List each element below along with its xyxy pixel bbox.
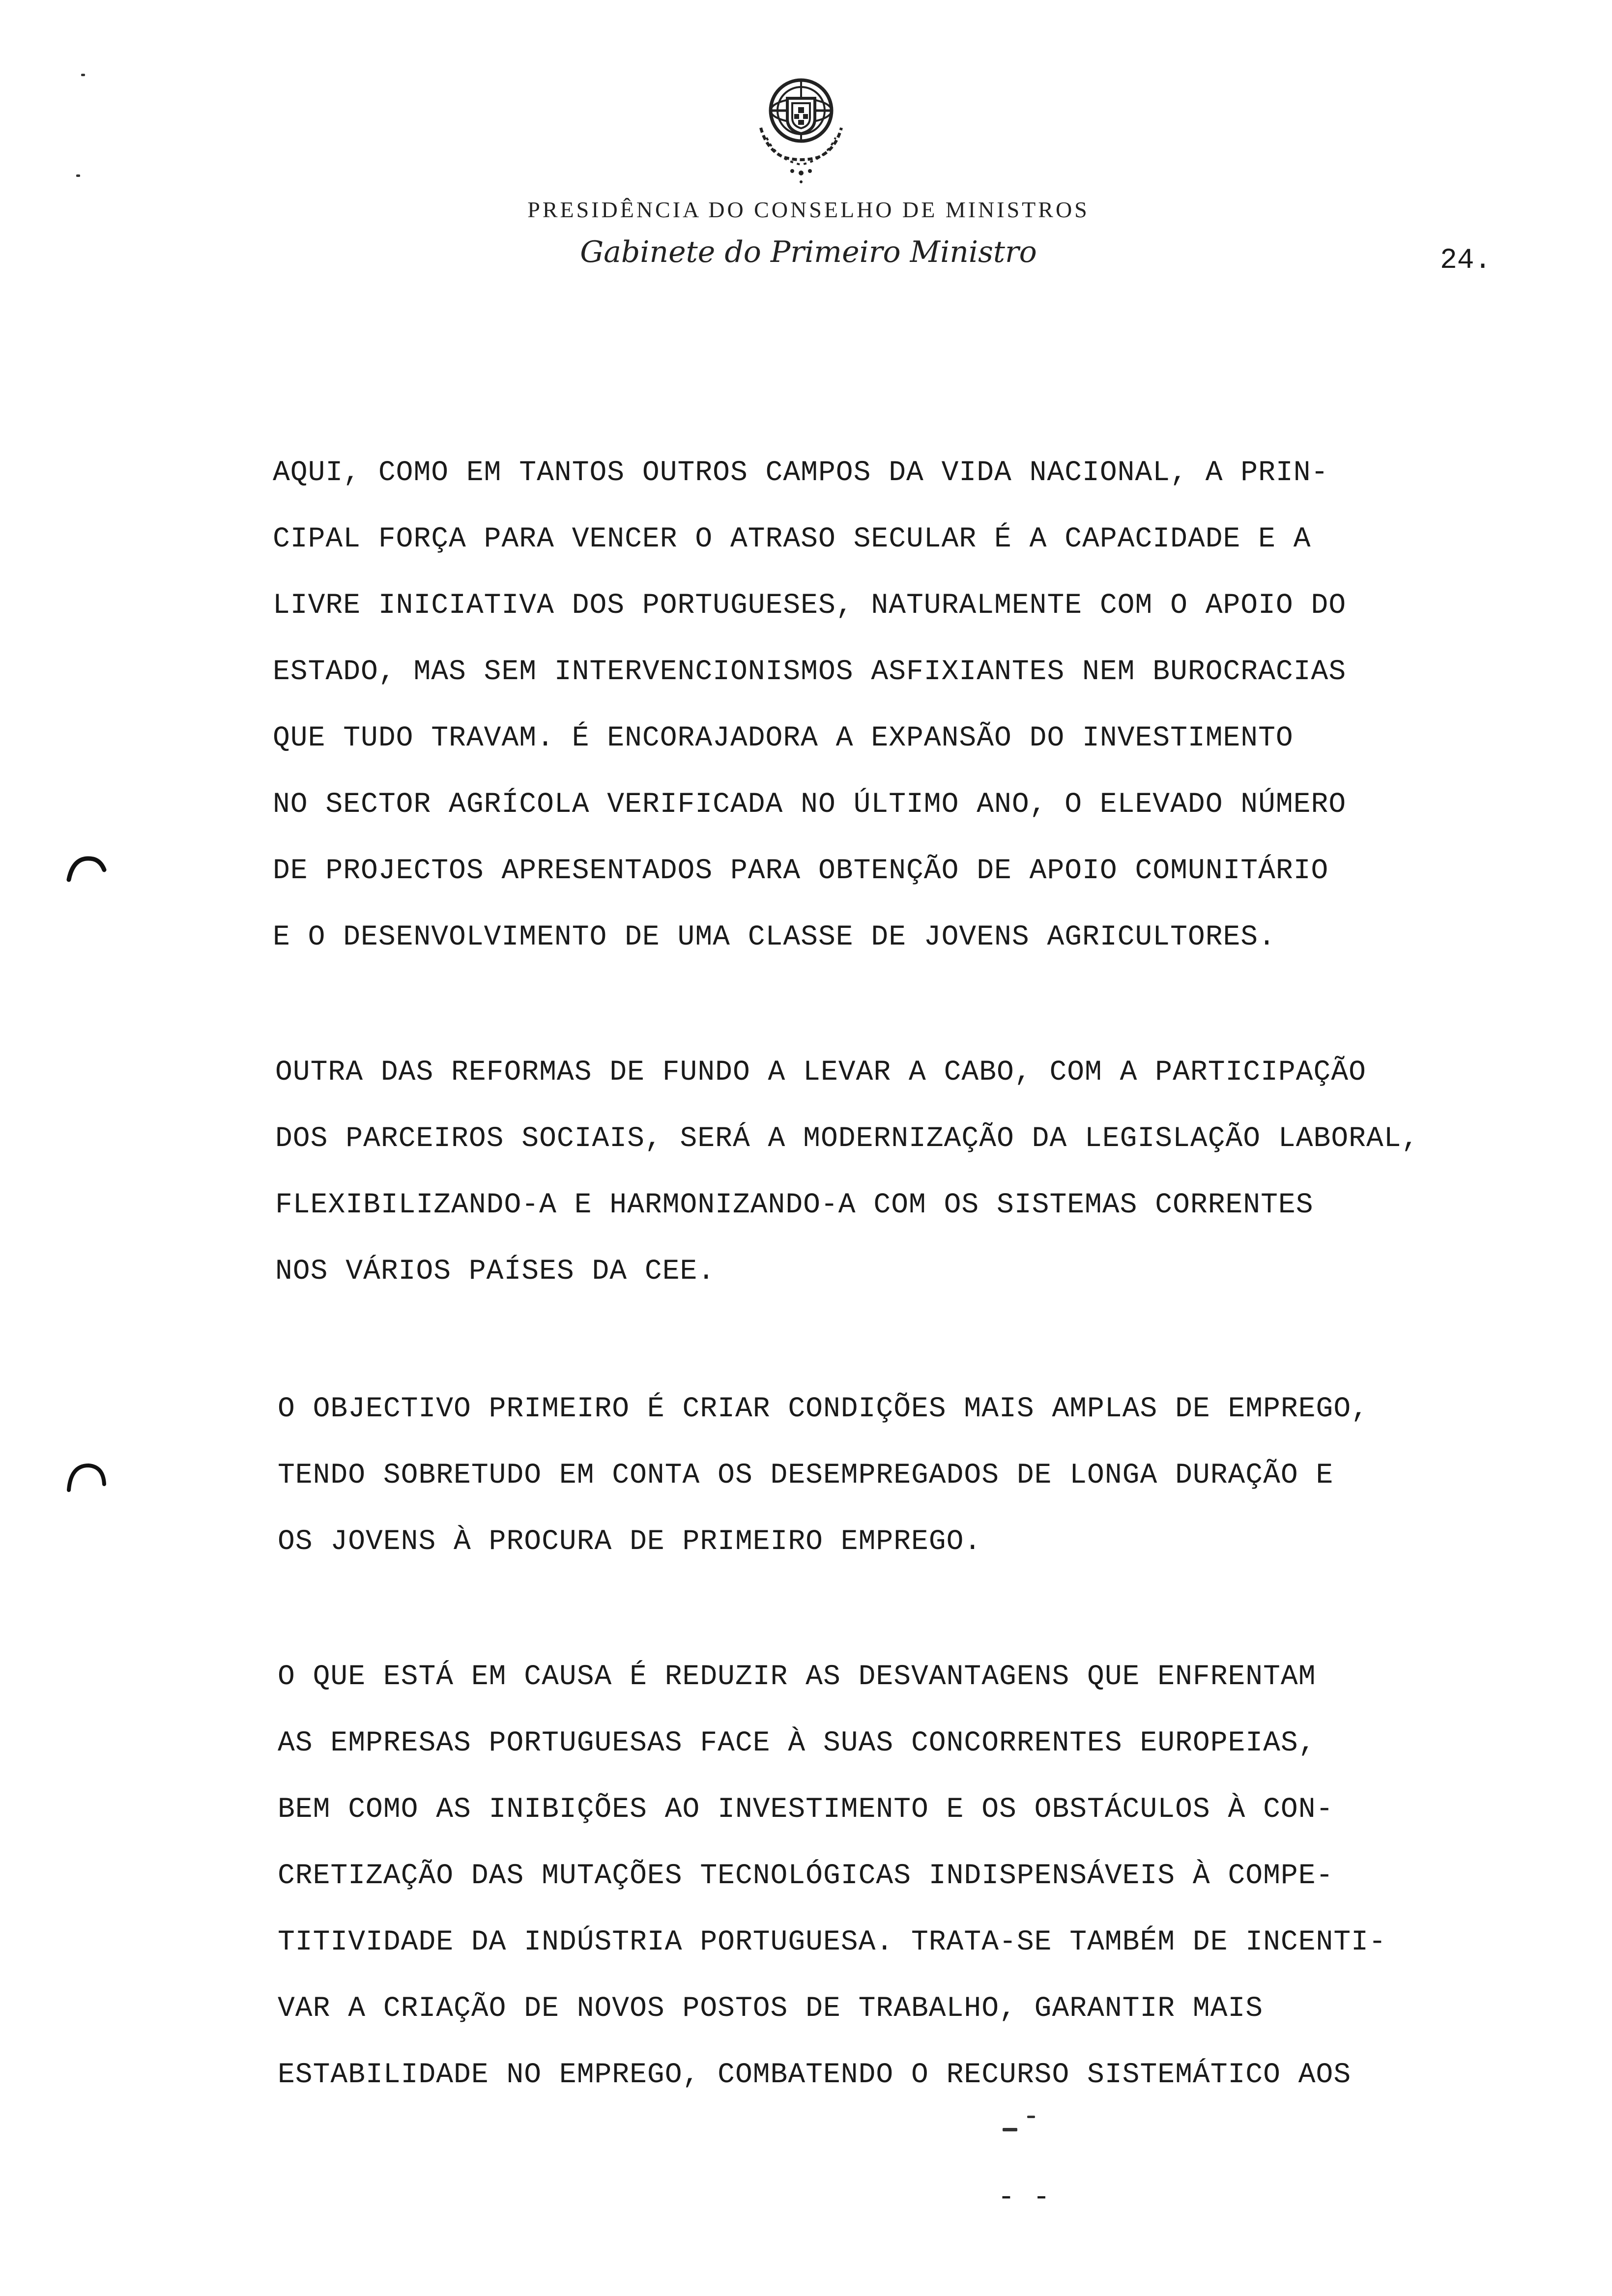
text-line: NOS VÁRIOS PAÍSES DA CEE. — [275, 1256, 716, 1288]
header-title: PRESIDÊNCIA DO CONSELHO DE MINISTROS — [527, 197, 1090, 222]
text-line: O QUE ESTÁ EM CAUSA É REDUZIR AS DESVANTAGENS QUE ENFRENTAM — [278, 1661, 1316, 1693]
coat-of-arms-emblem — [737, 64, 865, 192]
page-number: 24. — [1440, 245, 1492, 277]
text-line: CRETIZAÇÃO DAS MUTAÇÕES TECNOLÓGICAS INDISPENSÁVEIS À COMPE- — [278, 1860, 1334, 1892]
scan-speck — [1003, 2128, 1017, 2131]
text-line: AQUI, COMO EM TANTOS OUTROS CAMPOS DA VIDA NACIONAL, A PRIN- — [273, 457, 1329, 489]
text-line: AS EMPRESAS PORTUGUESAS FACE À SUAS CONCORRENTES EUROPEIAS, — [278, 1727, 1316, 1759]
text-line: BEM COMO AS INIBIÇÕES AO INVESTIMENTO E OS OBSTÁCULOS À CON- — [278, 1794, 1334, 1826]
continuation-mark: - - — [998, 2182, 1051, 2214]
text-line: TITIVIDADE DA INDÚSTRIA PORTUGUESA. TRATA-SE TAMBÉM DE INCENTI- — [278, 1926, 1386, 1958]
text-line: QUE TUDO TRAVAM. É ENCORAJADORA A EXPANSÃO DO INVESTIMENTO — [273, 722, 1294, 754]
scan-speck — [1027, 2116, 1035, 2118]
text-line: TENDO SOBRETUDO EM CONTA OS DESEMPREGADOS DE LONGA DURAÇÃO E — [278, 1460, 1334, 1492]
text-line: OS JOVENS À PROCURA DE PRIMEIRO EMPREGO. — [278, 1526, 982, 1558]
text-line: CIPAL FORÇA PARA VENCER O ATRASO SECULAR É A CAPACIDADE E A — [273, 523, 1311, 555]
text-line: ESTABILIDADE NO EMPREGO, COMBATENDO O RECURSO SISTEMÁTICO AOS — [278, 2059, 1352, 2091]
text-line: ESTADO, MAS SEM INTERVENCIONISMOS ASFIXIANTES NEM BUROCRACIAS — [273, 656, 1347, 688]
header-subtitle: Gabinete do Primeiro Ministro — [580, 235, 1037, 269]
scan-speck — [81, 74, 85, 76]
punch-hole-mark — [64, 845, 108, 890]
punch-hole-mark — [64, 1455, 108, 1499]
text-line: VAR A CRIAÇÃO DE NOVOS POSTOS DE TRABALHO, GARANTIR MAIS — [278, 1993, 1264, 2025]
text-line: DOS PARCEIROS SOCIAIS, SERÁ A MODERNIZAÇÃO DA LEGISLAÇÃO LABORAL, — [275, 1123, 1419, 1155]
text-line: LIVRE INICIATIVA DOS PORTUGUESES, NATURALMENTE COM O APOIO DO — [273, 590, 1347, 622]
text-line: E O DESENVOLVIMENTO DE UMA CLASSE DE JOVENS AGRICULTORES. — [273, 921, 1276, 953]
text-line: O OBJECTIVO PRIMEIRO É CRIAR CONDIÇÕES MAIS AMPLAS DE EMPREGO, — [278, 1393, 1369, 1425]
text-line: DE PROJECTOS APRESENTADOS PARA OBTENÇÃO DE APOIO COMUNITÁRIO — [273, 855, 1329, 887]
scan-speck — [76, 174, 80, 177]
text-line: FLEXIBILIZANDO-A E HARMONIZANDO-A COM OS SISTEMAS CORRENTES — [275, 1189, 1314, 1221]
text-line: OUTRA DAS REFORMAS DE FUNDO A LEVAR A CABO, COM A PARTICIPAÇÃO — [275, 1057, 1366, 1089]
text-line: NO SECTOR AGRÍCOLA VERIFICADA NO ÚLTIMO ANO, O ELEVADO NÚMERO — [273, 789, 1347, 821]
